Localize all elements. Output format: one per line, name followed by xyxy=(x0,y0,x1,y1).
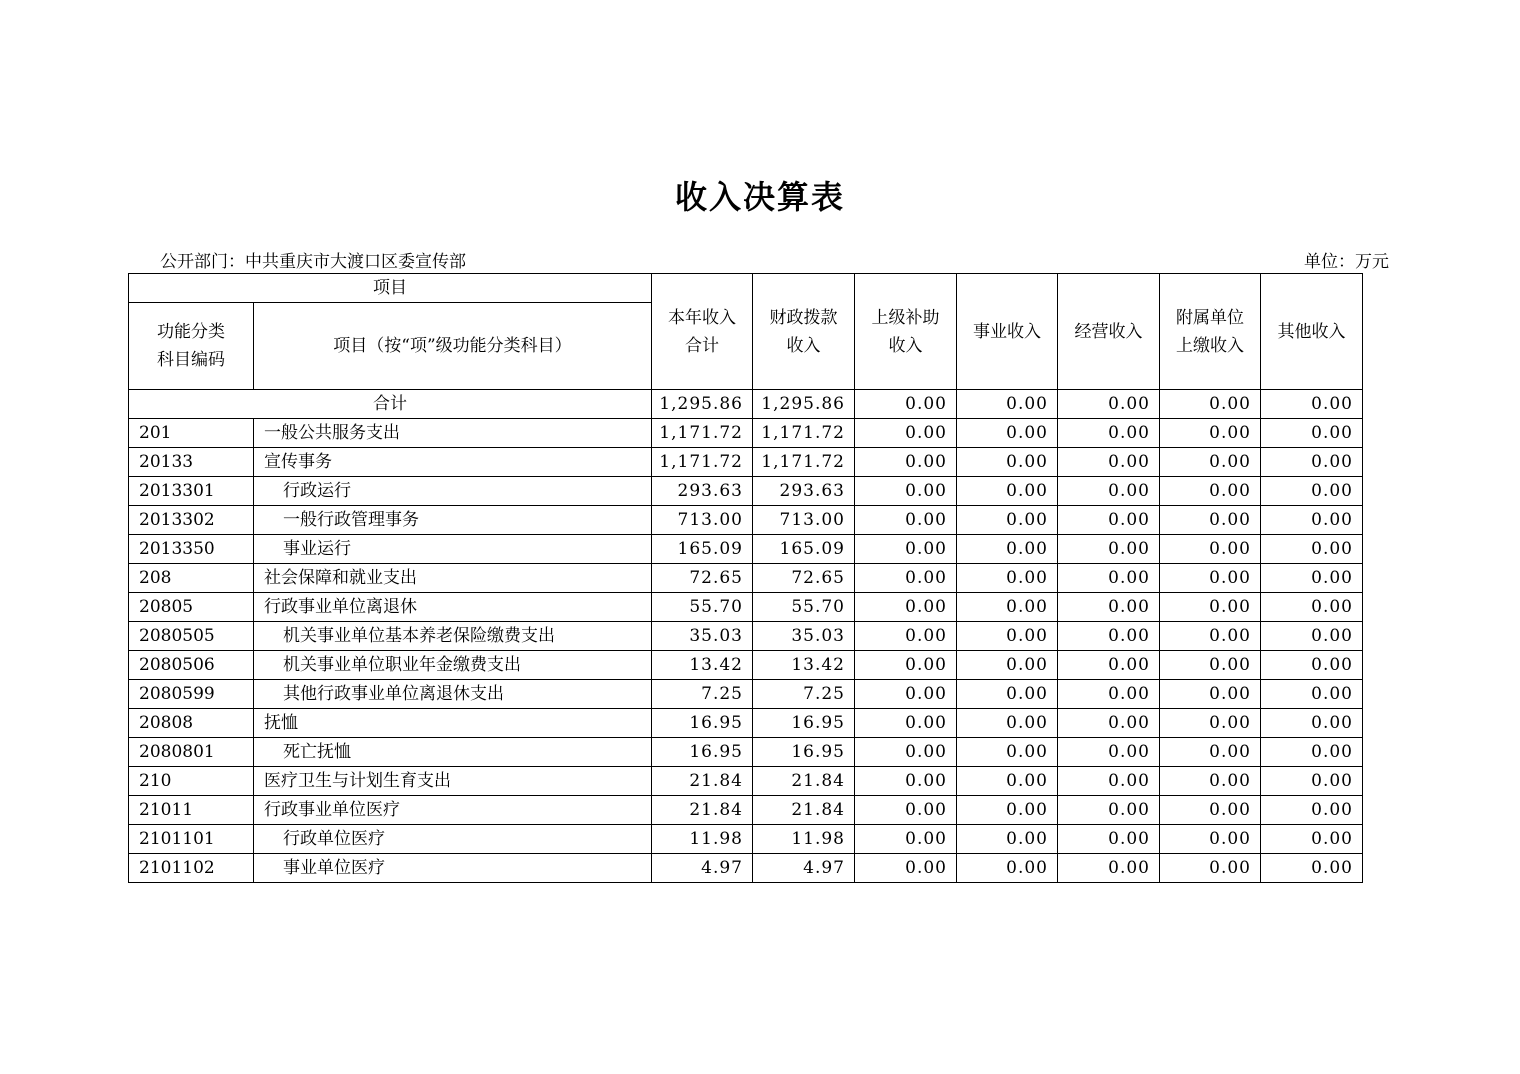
row-value: 0.00 xyxy=(1261,535,1363,564)
row-code: 2013302 xyxy=(129,506,254,535)
header-business-income: 事业收入 xyxy=(957,274,1058,390)
row-value: 0.00 xyxy=(855,709,957,738)
total-value: 1,295.86 xyxy=(652,390,753,419)
row-value: 4.97 xyxy=(753,854,855,883)
row-value: 293.63 xyxy=(753,477,855,506)
row-code: 2013350 xyxy=(129,535,254,564)
total-value: 0.00 xyxy=(957,390,1058,419)
row-code: 2080599 xyxy=(129,680,254,709)
header-operating-income: 经营收入 xyxy=(1058,274,1160,390)
row-value: 0.00 xyxy=(855,767,957,796)
row-code: 20808 xyxy=(129,709,254,738)
row-value: 0.00 xyxy=(1058,825,1160,854)
row-value: 0.00 xyxy=(1058,506,1160,535)
row-value: 21.84 xyxy=(652,796,753,825)
row-value: 0.00 xyxy=(1261,622,1363,651)
row-value: 0.00 xyxy=(1160,767,1261,796)
table-row xyxy=(129,796,1363,825)
row-name: 行政事业单位离退休 xyxy=(254,593,652,622)
row-name: 死亡抚恤 xyxy=(254,738,652,767)
row-value: 0.00 xyxy=(1058,564,1160,593)
row-value: 165.09 xyxy=(652,535,753,564)
row-value: 11.98 xyxy=(652,825,753,854)
row-value: 1,171.72 xyxy=(753,448,855,477)
row-value: 0.00 xyxy=(1058,680,1160,709)
row-name: 一般公共服务支出 xyxy=(254,419,652,448)
row-name: 行政事业单位医疗 xyxy=(254,796,652,825)
row-code: 208 xyxy=(129,564,254,593)
row-value: 1,171.72 xyxy=(652,419,753,448)
header-item-name: 项目（按“项”级功能分类科目） xyxy=(254,303,652,390)
row-value: 0.00 xyxy=(855,419,957,448)
row-value: 0.00 xyxy=(1058,709,1160,738)
row-value: 21.84 xyxy=(753,767,855,796)
row-value: 0.00 xyxy=(1261,854,1363,883)
row-value: 0.00 xyxy=(1058,535,1160,564)
row-value: 0.00 xyxy=(855,535,957,564)
table-row xyxy=(129,506,1363,535)
row-value: 0.00 xyxy=(855,477,957,506)
row-value: 55.70 xyxy=(753,593,855,622)
table-row xyxy=(129,854,1363,883)
row-value: 713.00 xyxy=(753,506,855,535)
table-row xyxy=(129,709,1363,738)
row-value: 0.00 xyxy=(1160,854,1261,883)
row-value: 16.95 xyxy=(753,709,855,738)
row-value: 0.00 xyxy=(855,738,957,767)
row-value: 0.00 xyxy=(957,477,1058,506)
row-code: 2101102 xyxy=(129,854,254,883)
row-value: 293.63 xyxy=(652,477,753,506)
row-value: 0.00 xyxy=(957,448,1058,477)
row-value: 0.00 xyxy=(855,448,957,477)
header-code: 功能分类 科目编码 xyxy=(129,303,254,390)
row-value: 0.00 xyxy=(957,651,1058,680)
row-code: 2080801 xyxy=(129,738,254,767)
row-value: 0.00 xyxy=(1160,680,1261,709)
row-value: 0.00 xyxy=(957,680,1058,709)
row-value: 1,171.72 xyxy=(652,448,753,477)
table-row xyxy=(129,564,1363,593)
row-value: 0.00 xyxy=(1261,796,1363,825)
row-value: 7.25 xyxy=(652,680,753,709)
row-value: 35.03 xyxy=(652,622,753,651)
row-name: 行政单位医疗 xyxy=(254,825,652,854)
row-value: 0.00 xyxy=(855,854,957,883)
row-value: 0.00 xyxy=(957,622,1058,651)
row-value: 0.00 xyxy=(1160,419,1261,448)
row-value: 1,171.72 xyxy=(753,419,855,448)
header-total-income: 本年收入 合计 xyxy=(652,274,753,390)
row-code: 201 xyxy=(129,419,254,448)
row-value: 0.00 xyxy=(1160,738,1261,767)
row-value: 0.00 xyxy=(1160,651,1261,680)
row-value: 0.00 xyxy=(855,825,957,854)
row-name: 事业运行 xyxy=(254,535,652,564)
row-code: 210 xyxy=(129,767,254,796)
row-value: 0.00 xyxy=(957,738,1058,767)
row-code: 2080506 xyxy=(129,651,254,680)
row-name: 机关事业单位基本养老保险缴费支出 xyxy=(254,622,652,651)
row-name: 宣传事务 xyxy=(254,448,652,477)
row-value: 0.00 xyxy=(855,651,957,680)
row-value: 0.00 xyxy=(957,796,1058,825)
row-code: 21011 xyxy=(129,796,254,825)
table-row xyxy=(129,419,1363,448)
row-value: 0.00 xyxy=(855,564,957,593)
row-code: 2080505 xyxy=(129,622,254,651)
row-value: 21.84 xyxy=(753,796,855,825)
row-name: 其他行政事业单位离退休支出 xyxy=(254,680,652,709)
row-value: 0.00 xyxy=(957,535,1058,564)
row-value: 0.00 xyxy=(1160,448,1261,477)
row-value: 0.00 xyxy=(957,825,1058,854)
row-value: 0.00 xyxy=(1261,448,1363,477)
row-name: 医疗卫生与计划生育支出 xyxy=(254,767,652,796)
row-value: 4.97 xyxy=(652,854,753,883)
row-name: 行政运行 xyxy=(254,477,652,506)
header-superior-subsidy: 上级补助 收入 xyxy=(855,274,957,390)
row-value: 0.00 xyxy=(1058,796,1160,825)
row-value: 0.00 xyxy=(1160,506,1261,535)
row-value: 0.00 xyxy=(1160,796,1261,825)
row-value: 0.00 xyxy=(1058,477,1160,506)
unit-label: 单位：万元 xyxy=(1304,252,1389,272)
row-value: 0.00 xyxy=(1261,651,1363,680)
table-row xyxy=(129,767,1363,796)
row-value: 0.00 xyxy=(855,796,957,825)
row-name: 抚恤 xyxy=(254,709,652,738)
table-body xyxy=(129,390,1363,883)
row-value: 0.00 xyxy=(1261,738,1363,767)
row-value: 0.00 xyxy=(1058,448,1160,477)
total-value: 1,295.86 xyxy=(753,390,855,419)
table-row xyxy=(129,738,1363,767)
row-value: 0.00 xyxy=(1160,709,1261,738)
row-value: 0.00 xyxy=(957,593,1058,622)
header-affiliated-income: 附属单位 上缴收入 xyxy=(1160,274,1261,390)
row-value: 0.00 xyxy=(1058,767,1160,796)
row-code: 20133 xyxy=(129,448,254,477)
row-code: 20805 xyxy=(129,593,254,622)
table-row xyxy=(129,622,1363,651)
row-value: 16.95 xyxy=(652,738,753,767)
table-row xyxy=(129,651,1363,680)
row-value: 0.00 xyxy=(1160,564,1261,593)
header-fiscal-appropriation: 财政拨款 收入 xyxy=(753,274,855,390)
row-code: 2013301 xyxy=(129,477,254,506)
row-value: 0.00 xyxy=(1160,593,1261,622)
row-value: 0.00 xyxy=(1160,825,1261,854)
department-label: 公开部门：中共重庆市大渡口区委宣传部 xyxy=(160,252,466,272)
row-value: 0.00 xyxy=(1058,738,1160,767)
row-value: 0.00 xyxy=(957,506,1058,535)
row-value: 72.65 xyxy=(652,564,753,593)
row-value: 0.00 xyxy=(1160,477,1261,506)
row-value: 165.09 xyxy=(753,535,855,564)
row-value: 0.00 xyxy=(957,709,1058,738)
total-value: 0.00 xyxy=(855,390,957,419)
row-name: 一般行政管理事务 xyxy=(254,506,652,535)
row-value: 0.00 xyxy=(1160,622,1261,651)
page-title: 收入决算表 xyxy=(674,178,845,216)
row-value: 21.84 xyxy=(652,767,753,796)
row-value: 0.00 xyxy=(855,593,957,622)
total-value: 0.00 xyxy=(1058,390,1160,419)
row-value: 16.95 xyxy=(753,738,855,767)
header-project: 项目 xyxy=(129,274,652,303)
table-row xyxy=(129,825,1363,854)
row-value: 0.00 xyxy=(1261,709,1363,738)
row-value: 0.00 xyxy=(1261,477,1363,506)
row-code: 2101101 xyxy=(129,825,254,854)
table-header xyxy=(129,274,1363,390)
table-row xyxy=(129,535,1363,564)
row-value: 0.00 xyxy=(1058,854,1160,883)
row-value: 0.00 xyxy=(957,564,1058,593)
total-label: 合计 xyxy=(129,390,652,419)
row-value: 72.65 xyxy=(753,564,855,593)
row-value: 13.42 xyxy=(652,651,753,680)
table-row xyxy=(129,477,1363,506)
header-other-income: 其他收入 xyxy=(1261,274,1363,390)
row-name: 事业单位医疗 xyxy=(254,854,652,883)
row-value: 0.00 xyxy=(1058,419,1160,448)
row-value: 0.00 xyxy=(1261,680,1363,709)
row-value: 0.00 xyxy=(855,680,957,709)
row-value: 13.42 xyxy=(753,651,855,680)
row-value: 0.00 xyxy=(1058,622,1160,651)
total-value: 0.00 xyxy=(1261,390,1363,419)
row-value: 0.00 xyxy=(1261,767,1363,796)
row-value: 0.00 xyxy=(1261,506,1363,535)
table-row xyxy=(129,680,1363,709)
row-value: 11.98 xyxy=(753,825,855,854)
total-value: 0.00 xyxy=(1160,390,1261,419)
row-value: 0.00 xyxy=(1261,419,1363,448)
table-row xyxy=(129,448,1363,477)
row-value: 0.00 xyxy=(1261,825,1363,854)
income-statement-table xyxy=(128,273,1363,883)
row-value: 0.00 xyxy=(1261,564,1363,593)
row-value: 16.95 xyxy=(652,709,753,738)
row-value: 713.00 xyxy=(652,506,753,535)
row-value: 0.00 xyxy=(1058,593,1160,622)
row-value: 0.00 xyxy=(1058,651,1160,680)
row-value: 55.70 xyxy=(652,593,753,622)
total-row xyxy=(129,390,1363,419)
row-value: 0.00 xyxy=(957,419,1058,448)
row-name: 机关事业单位职业年金缴费支出 xyxy=(254,651,652,680)
row-value: 35.03 xyxy=(753,622,855,651)
row-value: 0.00 xyxy=(957,854,1058,883)
row-value: 0.00 xyxy=(855,506,957,535)
row-value: 0.00 xyxy=(855,622,957,651)
row-value: 7.25 xyxy=(753,680,855,709)
row-value: 0.00 xyxy=(1160,535,1261,564)
table-row xyxy=(129,593,1363,622)
row-value: 0.00 xyxy=(957,767,1058,796)
row-value: 0.00 xyxy=(1261,593,1363,622)
row-name: 社会保障和就业支出 xyxy=(254,564,652,593)
